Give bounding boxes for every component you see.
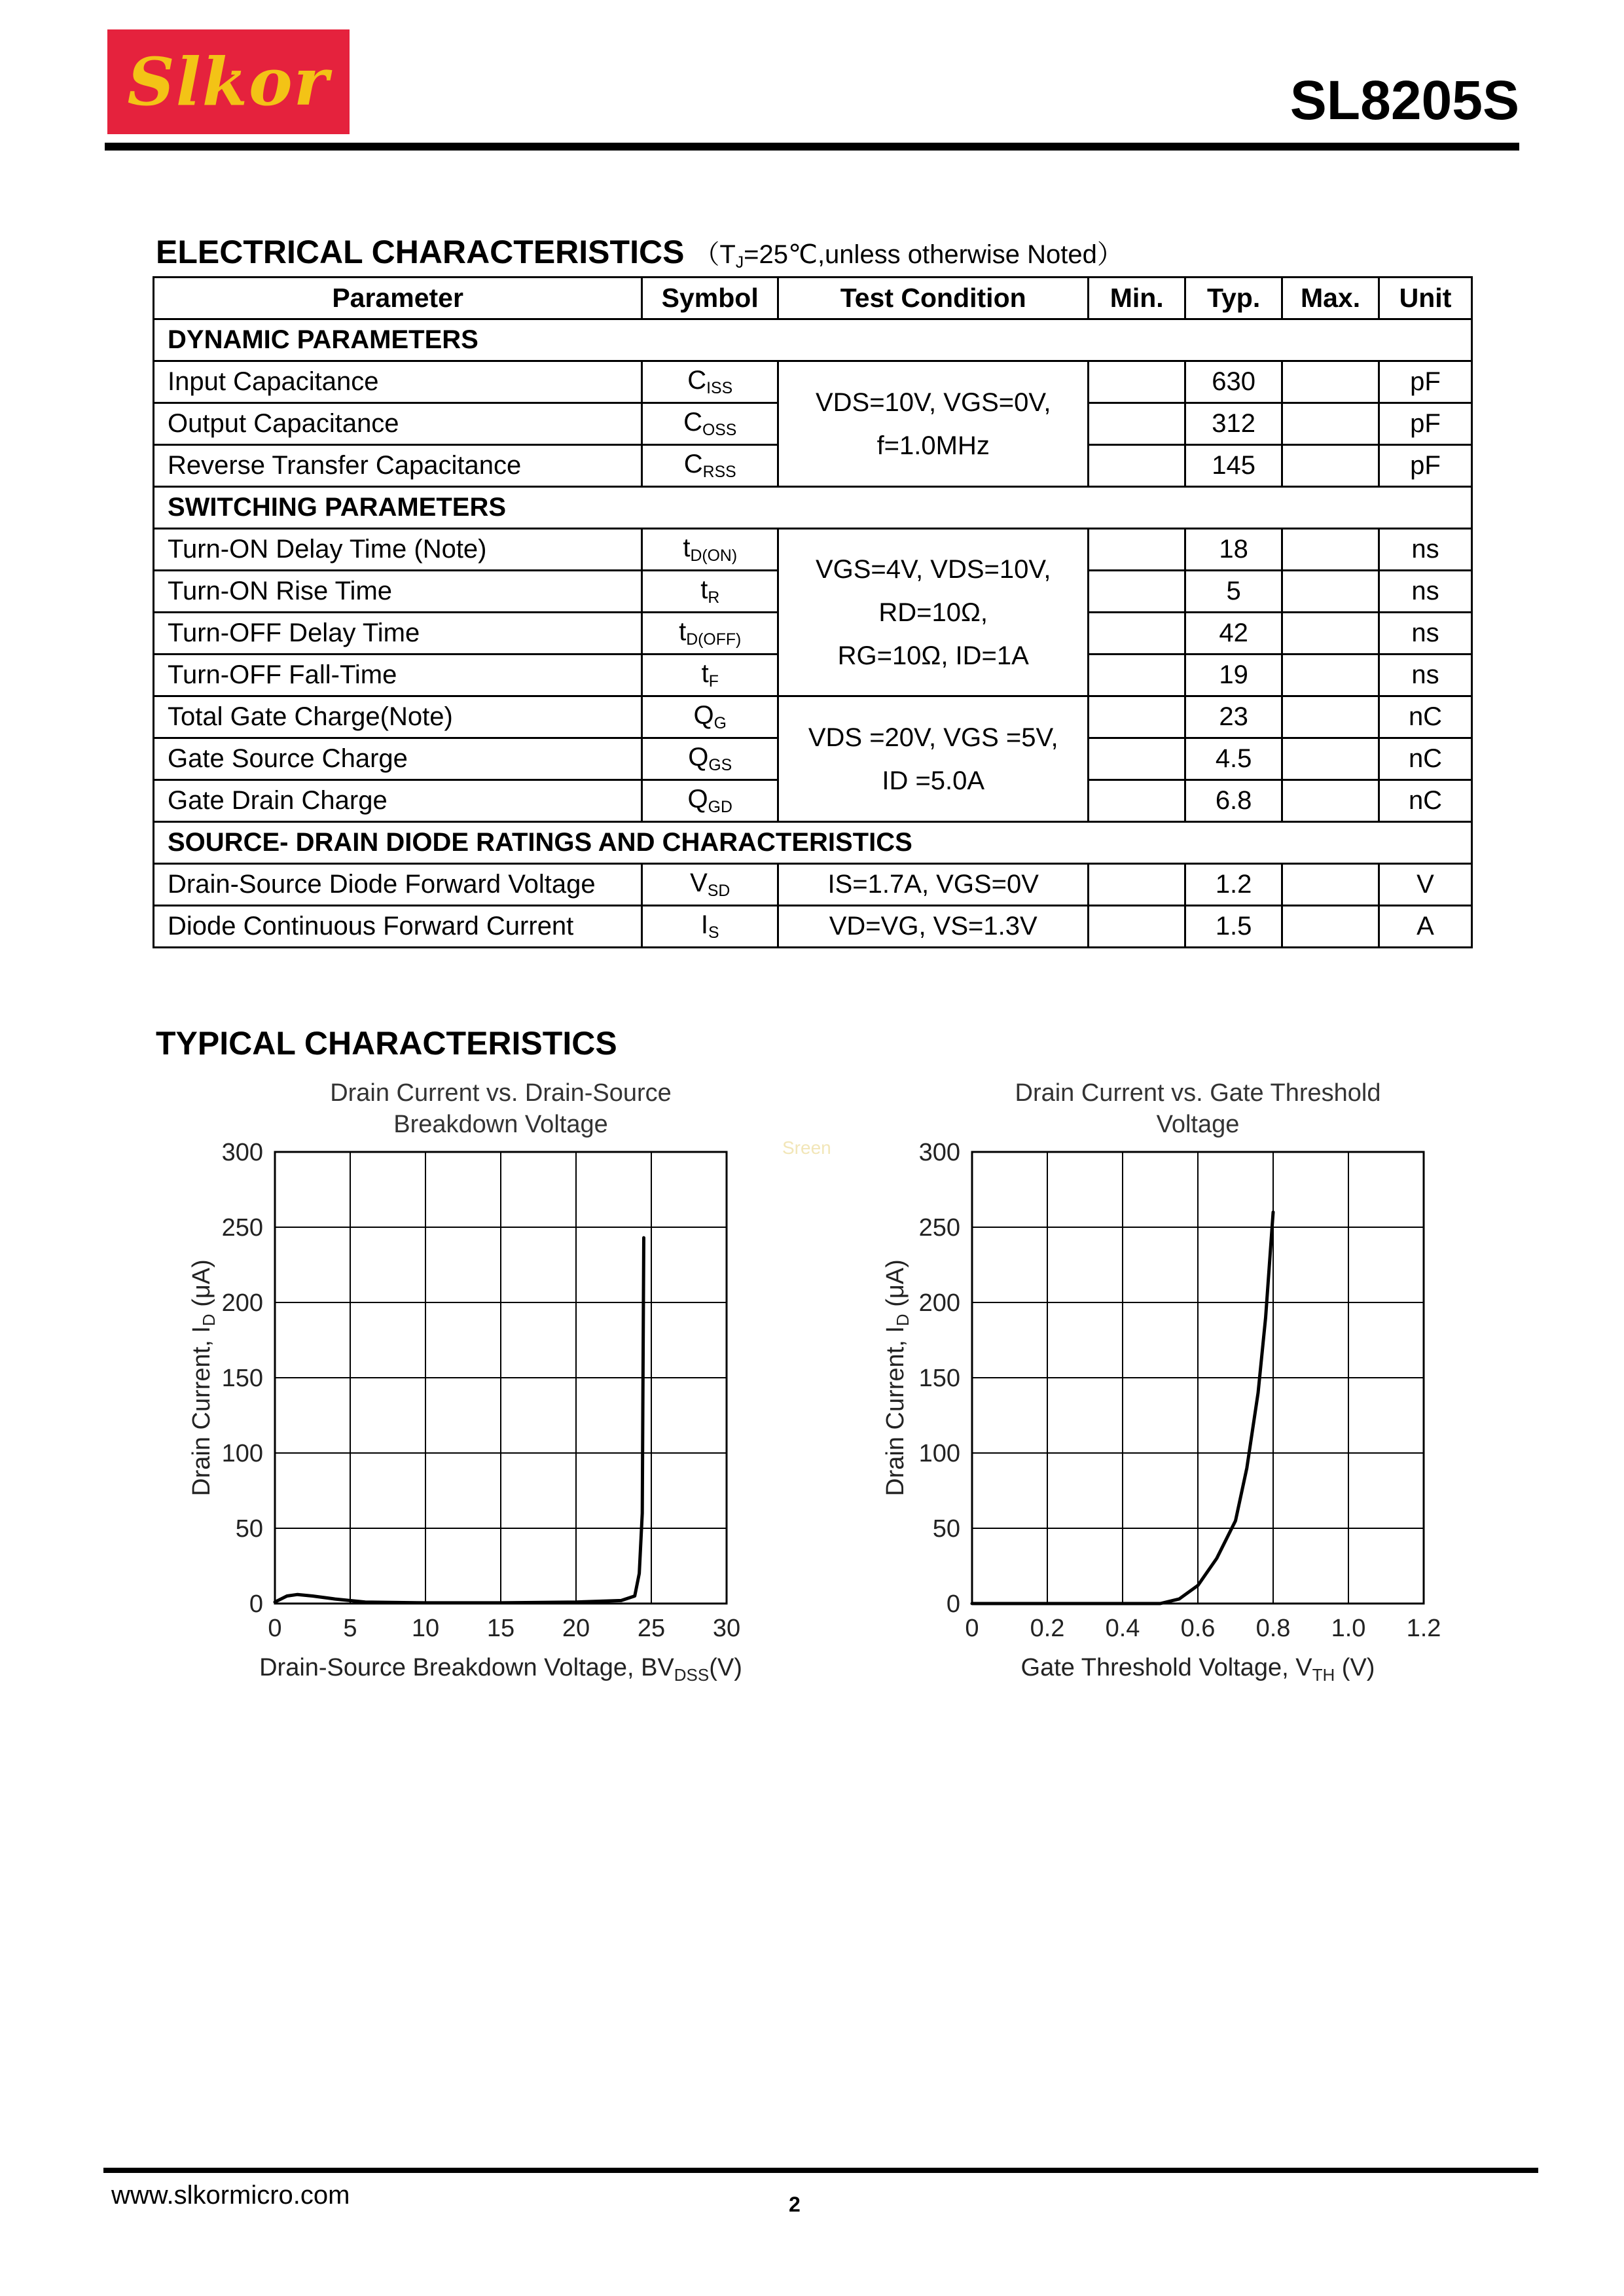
y-tick-label: 100 [918, 1440, 960, 1467]
col-unit: Unit [1379, 278, 1472, 319]
y-tick-label: 0 [249, 1590, 263, 1618]
typ-cell: 1.2 [1185, 864, 1282, 906]
col-max: Max. [1282, 278, 1379, 319]
unit-cell: pF [1379, 445, 1472, 487]
chart-title: Breakdown Voltage [393, 1111, 608, 1138]
chart-title: Drain Current vs. Drain-Source [330, 1079, 672, 1107]
x-tick-label: 0 [268, 1615, 282, 1642]
x-axis-label: Drain-Source Breakdown Voltage, $BV_{DSS}(V)$ [259, 1654, 742, 1685]
param-cell: Reverse Transfer Capacitance [154, 445, 642, 487]
col-typ: Typ. [1185, 278, 1282, 319]
param-cell: Turn-OFF Fall-Time [154, 655, 642, 696]
x-tick-label: 25 [637, 1615, 666, 1642]
symbol-cell: $t_F$ [642, 655, 778, 696]
min-cell [1089, 613, 1185, 655]
condition-cell [778, 361, 1089, 487]
x-tick-label: 0.4 [1105, 1615, 1140, 1642]
condition-line: RG=10Ω, ID=1A [837, 641, 1029, 670]
unit-cell: pF [1379, 403, 1472, 445]
col-parameter: Parameter [154, 278, 642, 319]
unit-cell: ns [1379, 571, 1472, 613]
unit-cell: nC [1379, 780, 1472, 822]
symbol-cell: $I_S$ [642, 906, 778, 948]
y-tick-label: 300 [918, 1139, 960, 1166]
param-cell: Turn-ON Rise Time [154, 571, 642, 613]
table-row [154, 864, 1472, 906]
unit-cell: V [1379, 864, 1472, 906]
footer-rule [103, 2168, 1538, 2173]
typ-cell: 312 [1185, 403, 1282, 445]
y-axis-label: Drain Current, $I_D$ (μA) [882, 1259, 912, 1496]
col-min: Min. [1089, 278, 1185, 319]
typ-cell: 4.5 [1185, 738, 1282, 780]
logo-text: Slkor [127, 43, 330, 120]
unit-cell: A [1379, 906, 1472, 948]
symbol-cell: $t_{D(OFF)}$ [642, 613, 778, 655]
electrical-title [156, 233, 1123, 272]
x-tick-label: 0 [965, 1615, 979, 1642]
typ-cell: 19 [1185, 655, 1282, 696]
x-tick-label: 30 [712, 1615, 741, 1642]
unit-cell: nC [1379, 696, 1472, 738]
series-line [275, 1238, 644, 1603]
max-cell [1282, 403, 1379, 445]
note-pre: （T [693, 240, 736, 269]
condition-line: VDS=10V, VGS=0V, [815, 387, 1051, 417]
col-symbol: Symbol [642, 278, 778, 319]
typ-cell: 145 [1185, 445, 1282, 487]
max-cell [1282, 906, 1379, 948]
x-tick-label: 10 [411, 1615, 440, 1642]
y-tick-label: 250 [918, 1214, 960, 1242]
symbol-cell: $Q_{GS}$ [642, 738, 778, 780]
typ-cell: 1.5 [1185, 906, 1282, 948]
symbol-cell: $Q_{GD}$ [642, 780, 778, 822]
group-dynamic: DYNAMIC PARAMETERS [154, 319, 1472, 361]
max-cell [1282, 864, 1379, 906]
typ-cell: 23 [1185, 696, 1282, 738]
table-row [154, 529, 1472, 571]
y-tick-label: 250 [221, 1214, 263, 1242]
symbol-cell: $Q_G$ [642, 696, 778, 738]
param-cell: Input Capacitance [154, 361, 642, 403]
y-axis-label: Drain Current, $I_D$ (μA) [188, 1259, 219, 1496]
unit-cell: ns [1379, 655, 1472, 696]
y-tick-label: 100 [221, 1440, 263, 1467]
min-cell [1089, 738, 1185, 780]
chart-title: Voltage [1156, 1111, 1240, 1138]
symbol-cell: $C_{ISS}$ [642, 361, 778, 403]
chart-breakdown-voltage [177, 1067, 792, 1695]
brand-logo [107, 29, 350, 134]
table-row [154, 906, 1472, 948]
x-tick-label: 1.2 [1406, 1615, 1441, 1642]
param-cell: Gate Drain Charge [154, 780, 642, 822]
max-cell [1282, 529, 1379, 571]
min-cell [1089, 361, 1185, 403]
max-cell [1282, 361, 1379, 403]
y-tick-label: 50 [932, 1515, 960, 1543]
max-cell [1282, 738, 1379, 780]
chart-gate-threshold [871, 1067, 1486, 1695]
min-cell [1089, 403, 1185, 445]
unit-cell: nC [1379, 738, 1472, 780]
typ-cell: 42 [1185, 613, 1282, 655]
electrical-title-text: ELECTRICAL CHARACTERISTICS [156, 234, 685, 270]
max-cell [1282, 696, 1379, 738]
param-cell: Turn-ON Delay Time (Note) [154, 529, 642, 571]
typ-cell: 5 [1185, 571, 1282, 613]
x-tick-label: 20 [562, 1615, 590, 1642]
param-cell: Drain-Source Diode Forward Voltage [154, 864, 642, 906]
x-tick-label: 0.2 [1030, 1615, 1065, 1642]
x-tick-label: 15 [486, 1615, 515, 1642]
footer-url: www.slkormicro.com [111, 2181, 350, 2210]
col-test-condition: Test Condition [778, 278, 1089, 319]
chart-title: Drain Current vs. Gate Threshold [1015, 1079, 1381, 1107]
symbol-cell: $t_R$ [642, 571, 778, 613]
param-cell: Total Gate Charge(Note) [154, 696, 642, 738]
condition-line: VDS =20V, VGS =5V, [808, 723, 1058, 752]
min-cell [1089, 655, 1185, 696]
table-row [154, 361, 1472, 403]
x-axis-label: Gate Threshold Voltage, $V_{TH}$ (V) [1020, 1654, 1375, 1685]
group-row [154, 487, 1472, 529]
typ-cell: 630 [1185, 361, 1282, 403]
y-tick-label: 150 [221, 1365, 263, 1392]
max-cell [1282, 655, 1379, 696]
y-tick-label: 0 [946, 1590, 960, 1618]
x-tick-label: 5 [343, 1615, 357, 1642]
param-cell: Gate Source Charge [154, 738, 642, 780]
x-tick-label: 0.6 [1180, 1615, 1216, 1642]
symbol-cell: $V_{SD}$ [642, 864, 778, 906]
condition-cell [778, 529, 1089, 696]
group-switching: SWITCHING PARAMETERS [154, 487, 1472, 529]
symbol-cell: $C_{OSS}$ [642, 403, 778, 445]
unit-cell: ns [1379, 613, 1472, 655]
min-cell [1089, 571, 1185, 613]
y-tick-label: 200 [221, 1289, 263, 1317]
header-rule [105, 143, 1519, 151]
watermark: Sreen [782, 1138, 831, 1158]
electrical-table [153, 276, 1473, 948]
x-tick-label: 0.8 [1255, 1615, 1291, 1642]
unit-cell: pF [1379, 361, 1472, 403]
part-number: SL8205S [1290, 69, 1519, 131]
condition-line: f=1.0MHz [876, 431, 990, 460]
typ-cell: 6.8 [1185, 780, 1282, 822]
group-row [154, 319, 1472, 361]
min-cell [1089, 696, 1185, 738]
y-tick-label: 50 [235, 1515, 263, 1543]
condition-cell: VD=VG, VS=1.3V [778, 906, 1089, 948]
condition-line: VGS=4V, VDS=10V, [815, 554, 1051, 584]
condition-line: ID =5.0A [882, 766, 985, 795]
param-cell: Diode Continuous Forward Current [154, 906, 642, 948]
table-header [154, 278, 1472, 319]
group-diode: SOURCE- DRAIN DIODE RATINGS AND CHARACTERISTICS [154, 822, 1472, 864]
max-cell [1282, 780, 1379, 822]
typ-cell: 18 [1185, 529, 1282, 571]
x-tick-label: 1.0 [1331, 1615, 1366, 1642]
min-cell [1089, 906, 1185, 948]
condition-cell: IS=1.7A, VGS=0V [778, 864, 1089, 906]
typical-title: TYPICAL CHARACTERISTICS [156, 1025, 617, 1062]
y-tick-label: 200 [918, 1289, 960, 1317]
min-cell [1089, 780, 1185, 822]
electrical-note [693, 240, 1123, 272]
note-post: =25℃,unless otherwise Noted） [744, 240, 1123, 269]
max-cell [1282, 613, 1379, 655]
min-cell [1089, 445, 1185, 487]
table-row [154, 696, 1472, 738]
page-number: 2 [789, 2193, 801, 2216]
max-cell [1282, 445, 1379, 487]
max-cell [1282, 571, 1379, 613]
symbol-cell: $C_{RSS}$ [642, 445, 778, 487]
note-sub: J [735, 253, 744, 272]
param-cell: Turn-OFF Delay Time [154, 613, 642, 655]
group-row [154, 822, 1472, 864]
symbol-cell: $t_{D(ON)}$ [642, 529, 778, 571]
param-cell: Output Capacitance [154, 403, 642, 445]
condition-line: RD=10Ω, [878, 598, 988, 627]
unit-cell: ns [1379, 529, 1472, 571]
min-cell [1089, 864, 1185, 906]
condition-cell [778, 696, 1089, 822]
y-tick-label: 150 [918, 1365, 960, 1392]
y-tick-label: 300 [221, 1139, 263, 1166]
min-cell [1089, 529, 1185, 571]
